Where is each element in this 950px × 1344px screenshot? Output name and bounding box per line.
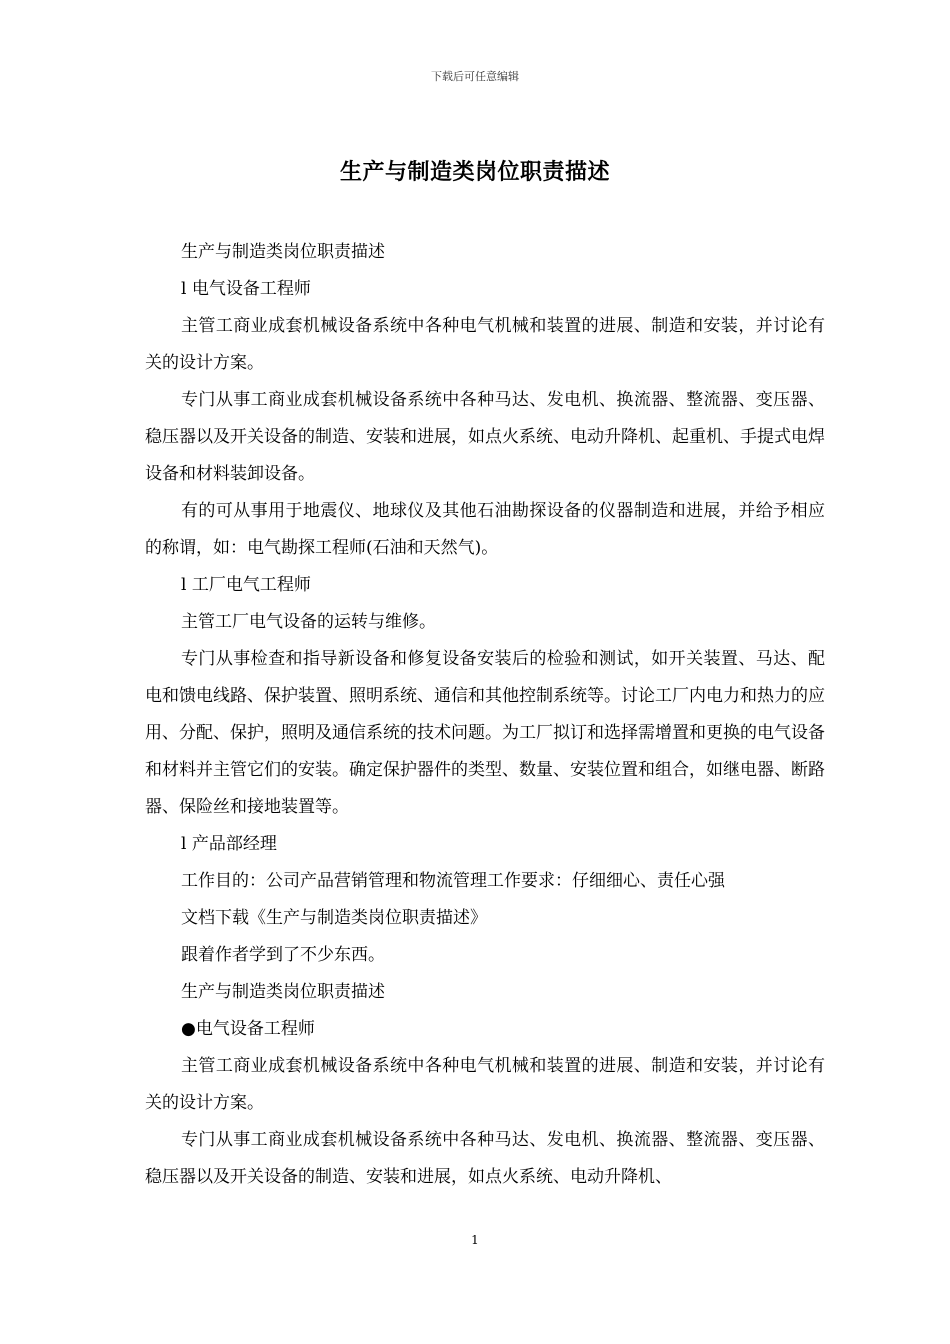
paragraph: 生产与制造类岗位职责描述 [181, 982, 385, 1002]
paragraph: 专门从事检查和指导新设备和修复设备安装后的检验和测试，如开关装置、马达、配电和馈电线路、保护装置、照明系统、通信和其他控制系统等。讨论工厂内电力和热力的应用、分配、保护，照明及通信系统的技术问题。为工厂拟订和选择需增置和更换的电气设备和材料并主管它们的安装。确定保护器件的类型、数量、安装位置和组合，如继电器、断路器、保险丝和接地装置等。 [145, 649, 825, 817]
download-link-text: 文档下载《生产与制造类岗位职责描述》 [181, 908, 487, 928]
paragraph: 主管工商业成套机械设备系统中各种电气机械和装置的进展、制造和安装，并讨论有关的设计方案。 [145, 1056, 825, 1113]
paragraph: 生产与制造类岗位职责描述 [181, 242, 385, 262]
document-body [145, 234, 825, 1196]
section-heading: l 产品部经理 [181, 834, 277, 854]
paragraph: 专门从事工商业成套机械设备系统中各种马达、发电机、换流器、整流器、变压器、稳压器以及开关设备的制造、安装和进展，如点火系统、电动升降机、 [145, 1130, 825, 1187]
page-number: 1 [471, 1233, 479, 1247]
section-heading: l 电气设备工程师 [181, 279, 311, 299]
paragraph: 工作目的：公司产品营销管理和物流管理工作要求：仔细细心、责任心强 [181, 871, 725, 891]
document-title: 生产与制造类岗位职责描述 [339, 159, 610, 185]
paragraph: 专门从事工商业成套机械设备系统中各种马达、发电机、换流器、整流器、变压器、稳压器以及开关设备的制造、安装和进展，如点火系统、电动升降机、起重机、手提式电焊设备和材料装卸设备。 [145, 390, 825, 484]
paragraph: 跟着作者学到了不少东西。 [181, 945, 385, 965]
page-header: 下载后可任意编辑 [431, 70, 519, 83]
paragraph: 有的可从事用于地震仪、地球仪及其他石油勘探设备的仪器制造和进展，并给予相应的称谓，如：电气勘探工程师(石油和天然气)。 [145, 501, 825, 558]
section-heading: l 工厂电气工程师 [181, 575, 311, 595]
paragraph: 主管工商业成套机械设备系统中各种电气机械和装置的进展、制造和安装，并讨论有关的设计方案。 [145, 316, 825, 373]
paragraph: 主管工厂电气设备的运转与维修。 [181, 612, 436, 632]
section-heading: ●电气设备工程师 [181, 1019, 315, 1039]
